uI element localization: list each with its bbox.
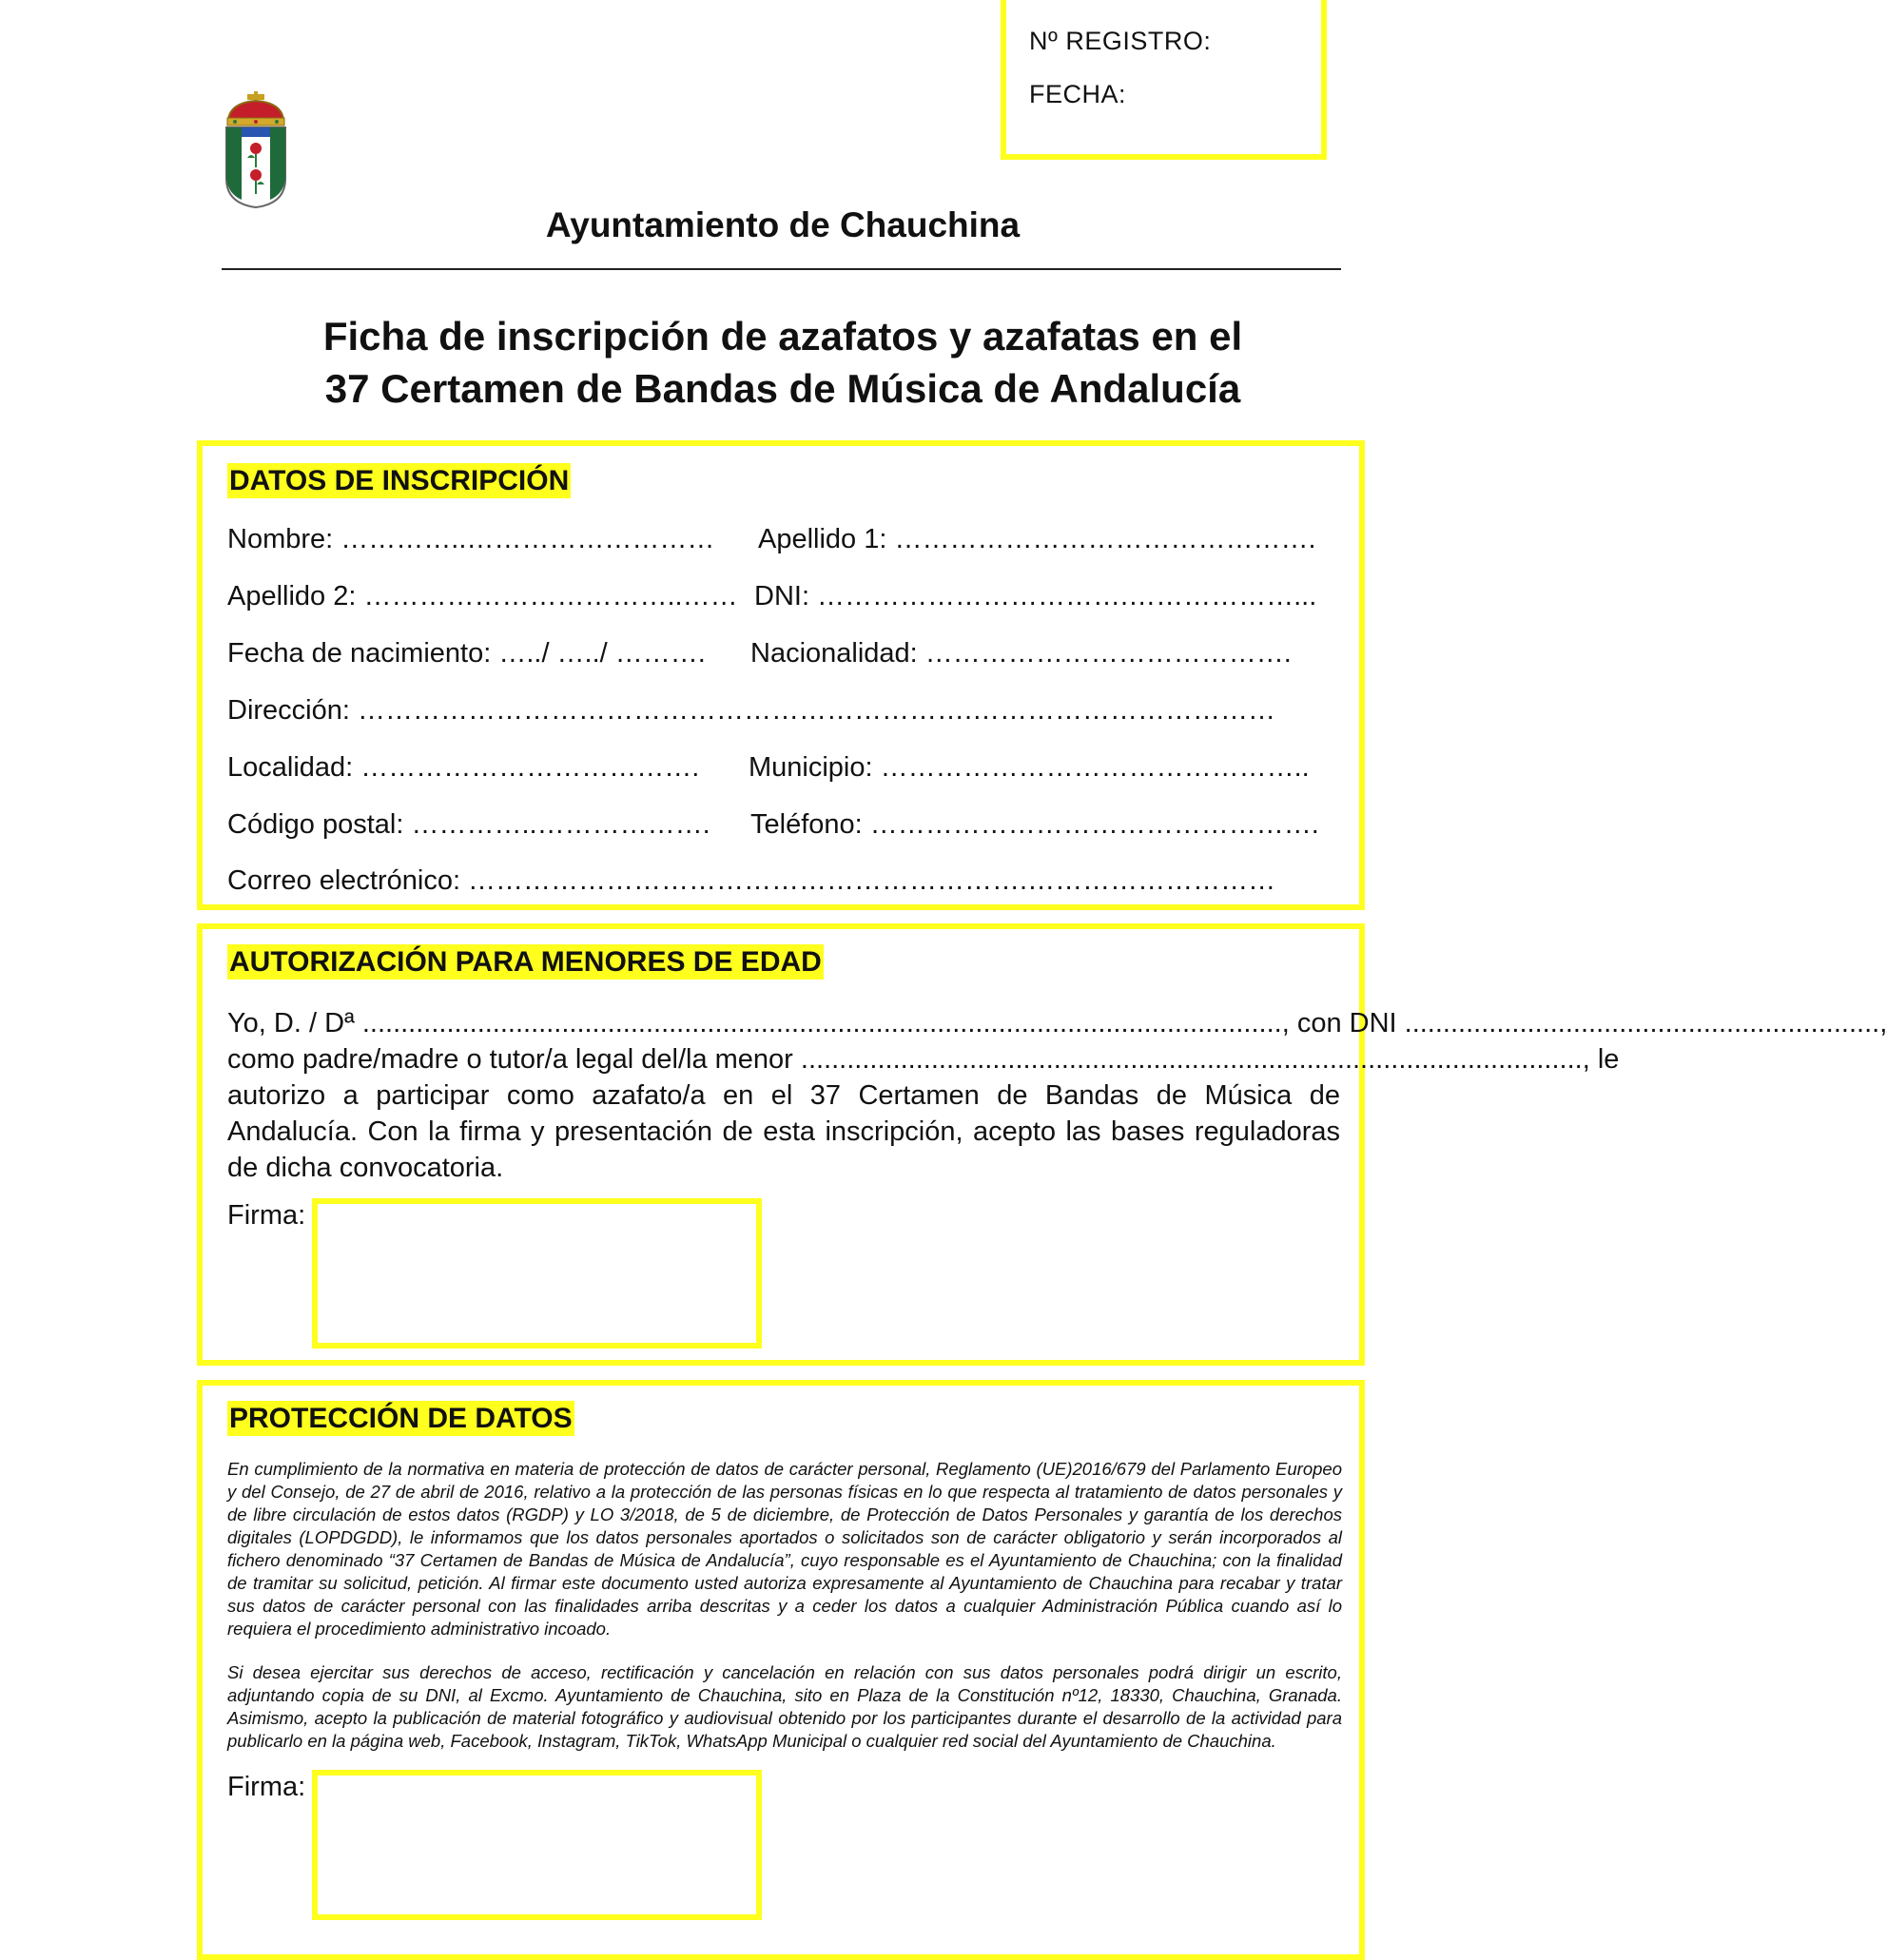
- form-title-line-1: Ficha de inscripción de azafatos y azafatas en el: [322, 314, 1243, 359]
- section-title-proteccion: PROTECCIÓN DE DATOS: [229, 1403, 573, 1434]
- nombre-field[interactable]: Nombre: …………..………………………: [227, 524, 715, 554]
- signature-box-autorizacion[interactable]: [312, 1198, 762, 1349]
- nacionalidad-field[interactable]: Nacionalidad: ………………………………….: [750, 638, 1292, 669]
- telefono-field[interactable]: Teléfono: ………………………………………….: [750, 809, 1319, 840]
- proteccion-paragraph-1: En cumplimiento de la normativa en materia de protección de datos de carácter personal, Reglamento (UE)2016/679 del Parlamento Europeo y del Consejo, de 27 de abril de 2016, relativo a la protección de las personas físicas en lo que respecta al tratamiento de datos personales y de libre circulación de estos datos (RGDP) y LO 3/2018, de 5 de diciembre, de Protección de Datos Personales y garantía de los derechos digitales (LOPDGDD), le informamos que los datos personales aportados o solicitados son de carácter obligatorio y serán incorporados al fichero denominado “37 Certamen de Bandas de Música de Andalucía”, cuyo responsable es el Ayuntamiento de Chauchina; con la finalidad de tramitar su solicitud, petición. Al firmar este documento usted autoriza expresamente al Ayuntamiento de Chauchina para recabar y tratar sus datos de carácter personal con las finalidades arriba descritas y a ceder los datos a cualquier Administración Pública cuando así lo requiera el procedimiento administrativo incoado.: [227, 1459, 1342, 1639]
- autorizacion-line-4: Andalucía. Con la firma y presentación de esta inscripción, acepto las bases reguladoras: [227, 1116, 1340, 1147]
- section-autorizacion-menores: [197, 923, 1887, 1366]
- proteccion-paragraph-2: Si desea ejercitar sus derechos de acceso, rectificación y cancelación en relación con sus datos personales podrá dirigir un escrito, adjuntando copia de su DNI, al Excmo. Ayuntamiento de Chauchina, sito en Plaza de la Constitución nº12, 18330, Chauchina, Granada. Asimismo, acepto la publicación de material fotográfico y audiovisual obtenido por los participantes durante el desarrollo de la actividad para publicarlo en la página web, Facebook, Instagram, TikTok, WhatsApp Municipal o cualquier red social del Ayuntamiento de Chauchina.: [227, 1662, 1342, 1751]
- autorizacion-menor-label: como padre/madre o tutor/a legal del/la menor: [227, 1044, 793, 1075]
- autorizacion-line-3: autorizo a participar como azafato/a en el 37 Certamen de Bandas de Música de: [227, 1080, 1340, 1111]
- municipio-field[interactable]: Municipio: ………………………………………..: [749, 752, 1310, 783]
- signature-box-proteccion[interactable]: [312, 1770, 762, 1920]
- apellido2-field[interactable]: Apellido 2: ……………………………..……: [227, 581, 738, 611]
- autorizacion-comma: ,: [1879, 1008, 1887, 1038]
- autorizacion-le-label: , le: [1582, 1044, 1620, 1075]
- autorizacion-yo-label: Yo, D. / Dª: [227, 1008, 355, 1038]
- section-title-autorizacion: AUTORIZACIÓN PARA MENORES DE EDAD: [229, 946, 822, 978]
- coat-of-arms-icon: [223, 91, 289, 209]
- apellido1-field[interactable]: Apellido 1: ……………………………………….: [758, 524, 1316, 554]
- direccion-field[interactable]: Dirección: ………………………………………………………….……………………………: [227, 695, 1276, 726]
- autorizacion-dni-label: , con DNI: [1281, 1008, 1397, 1038]
- header-divider: [222, 268, 1341, 270]
- correo-field[interactable]: Correo electrónico: …………………………………………………….………………………: [227, 865, 1276, 896]
- localidad-field[interactable]: Localidad: ……………………………….: [227, 752, 700, 783]
- registro-numero-label: Nº REGISTRO:: [1029, 27, 1212, 55]
- registro-box: [1001, 0, 1327, 160]
- autorizacion-text: [227, 1005, 1887, 1186]
- autorizacion-line-5: de dicha convocatoria.: [227, 1153, 504, 1183]
- section-title-inscripcion: DATOS DE INSCRIPCIÓN: [229, 465, 570, 496]
- dni-field[interactable]: DNI: …………………………….………………...: [754, 581, 1317, 611]
- form-title-line-2: 37 Certamen de Bandas de Música de Andalucía: [324, 366, 1241, 411]
- codigo-postal-field[interactable]: Código postal: …………..……………….: [227, 809, 710, 840]
- registro-fecha-label: FECHA:: [1029, 80, 1127, 108]
- menor-name-field[interactable]: ......................................................................................................: [792, 1044, 1583, 1075]
- fecha-nacimiento-field[interactable]: Fecha de nacimiento: …../ …../ ……….: [227, 638, 706, 669]
- firma-label-proteccion: Firma:: [227, 1772, 306, 1802]
- firma-label-autorizacion: Firma:: [227, 1200, 306, 1231]
- section-proteccion-datos: [197, 1380, 1365, 1960]
- organization-name: Ayuntamiento de Chauchina: [545, 205, 1021, 244]
- tutor-name-field[interactable]: ........................................................................................................................: [354, 1008, 1282, 1038]
- tutor-dni-field[interactable]: ..............................................................: [1396, 1008, 1880, 1038]
- section-datos-inscripcion: [197, 440, 1365, 910]
